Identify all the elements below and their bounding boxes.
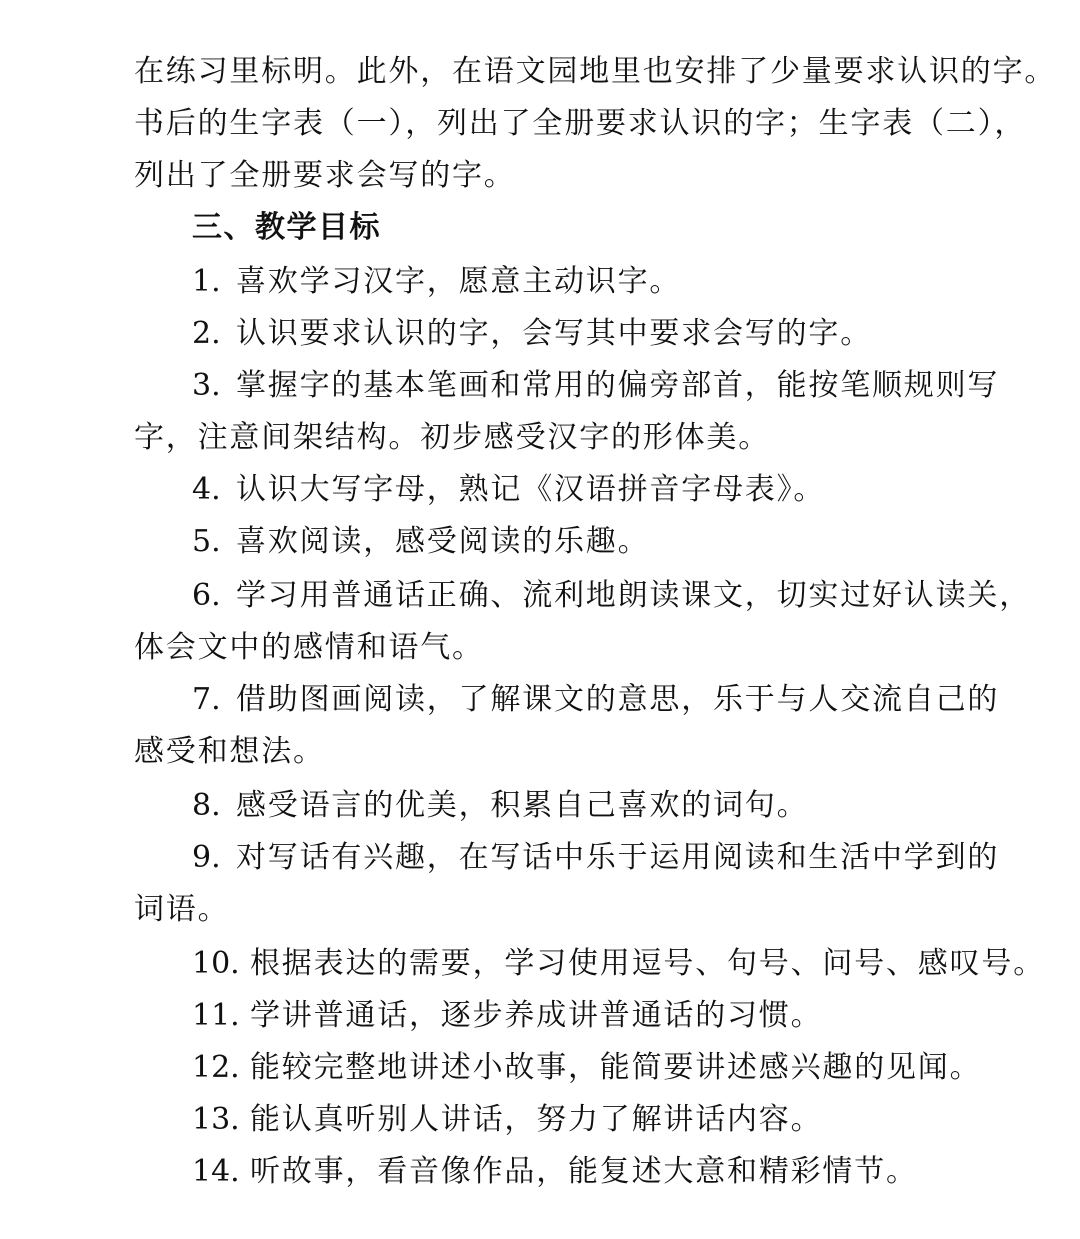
- goal-item: [192, 996, 822, 1036]
- goal-number: 14.: [192, 1154, 240, 1189]
- goal-number: 1.: [192, 264, 221, 299]
- intro-paragraph-line: 在练习里标明。此外，在语文园地里也安排了少量要求认识的字。: [134, 54, 1057, 89]
- goal-number: 10.: [192, 946, 240, 981]
- goal-item: [192, 576, 1031, 616]
- goal-number: 3.: [192, 368, 221, 403]
- goal-item: [192, 314, 872, 354]
- goal-item: [192, 944, 1045, 984]
- goal-continuation: 体会文中的感情和语气。: [134, 630, 484, 665]
- goal-item: [192, 262, 681, 302]
- goal-number: 6.: [192, 578, 221, 613]
- goal-number: 7.: [192, 682, 221, 717]
- goal-text: 喜欢阅读，感受阅读的乐趣。: [236, 524, 650, 559]
- goal-item: [192, 1152, 918, 1192]
- goal-number: 13.: [192, 1102, 240, 1137]
- goal-item: [192, 522, 649, 562]
- goal-number: 8.: [192, 788, 221, 823]
- intro-paragraph-line: 书后的生字表（一），列出了全册要求认识的字；生字表（二），: [134, 106, 1027, 141]
- goal-number: 5.: [192, 524, 221, 559]
- goal-item: [192, 680, 999, 720]
- goal-text: 感受语言的优美，积累自己喜欢的词句。: [236, 788, 809, 823]
- goal-text: 听故事，看音像作品，能复述大意和精彩情节。: [250, 1154, 918, 1189]
- goal-text: 能认真听别人讲话，努力了解讲话内容。: [250, 1102, 823, 1137]
- goal-number: 11.: [192, 998, 240, 1033]
- goal-text: 喜欢学习汉字，愿意主动识字。: [236, 264, 682, 299]
- goal-text: 借助图画阅读，了解课文的意思，乐于与人交流自己的: [236, 682, 1000, 717]
- goal-continuation: 感受和想法。: [134, 734, 325, 769]
- goal-number: 12.: [192, 1050, 240, 1085]
- goal-number: 9.: [192, 840, 221, 875]
- goal-item: [192, 786, 808, 826]
- section-heading: 三、教学目标: [192, 210, 381, 245]
- goal-item: [192, 1048, 981, 1088]
- intro-paragraph-line: 列出了全册要求会写的字。: [134, 158, 516, 193]
- goal-continuation: 词语。: [134, 892, 230, 927]
- goal-text: 学习用普通话正确、流利地朗读课文，切实过好认读关，: [236, 578, 1031, 613]
- goal-item: [192, 366, 999, 406]
- goal-text: 认识大写字母，熟记《汉语拼音字母表》。: [236, 472, 826, 507]
- goal-text: 对写话有兴趣，在写话中乐于运用阅读和生活中学到的: [236, 840, 1000, 875]
- goal-text: 能较完整地讲述小故事，能简要讲述感兴趣的见闻。: [250, 1050, 982, 1085]
- goal-item: [192, 838, 999, 878]
- goal-item: [192, 1100, 822, 1140]
- goal-text: 根据表达的需要，学习使用逗号、句号、问号、感叹号。: [250, 946, 1045, 981]
- goal-text: 认识要求认识的字，会写其中要求会写的字。: [236, 316, 872, 351]
- goal-number: 2.: [192, 316, 221, 351]
- goal-number: 4.: [192, 472, 221, 507]
- goal-item: [192, 470, 825, 510]
- goal-text: 学讲普通话，逐步养成讲普通话的习惯。: [250, 998, 823, 1033]
- goal-continuation: 字，注意间架结构。初步感受汉字的形体美。: [134, 420, 770, 455]
- goal-text: 掌握字的基本笔画和常用的偏旁部首，能按笔顺规则写: [236, 368, 1000, 403]
